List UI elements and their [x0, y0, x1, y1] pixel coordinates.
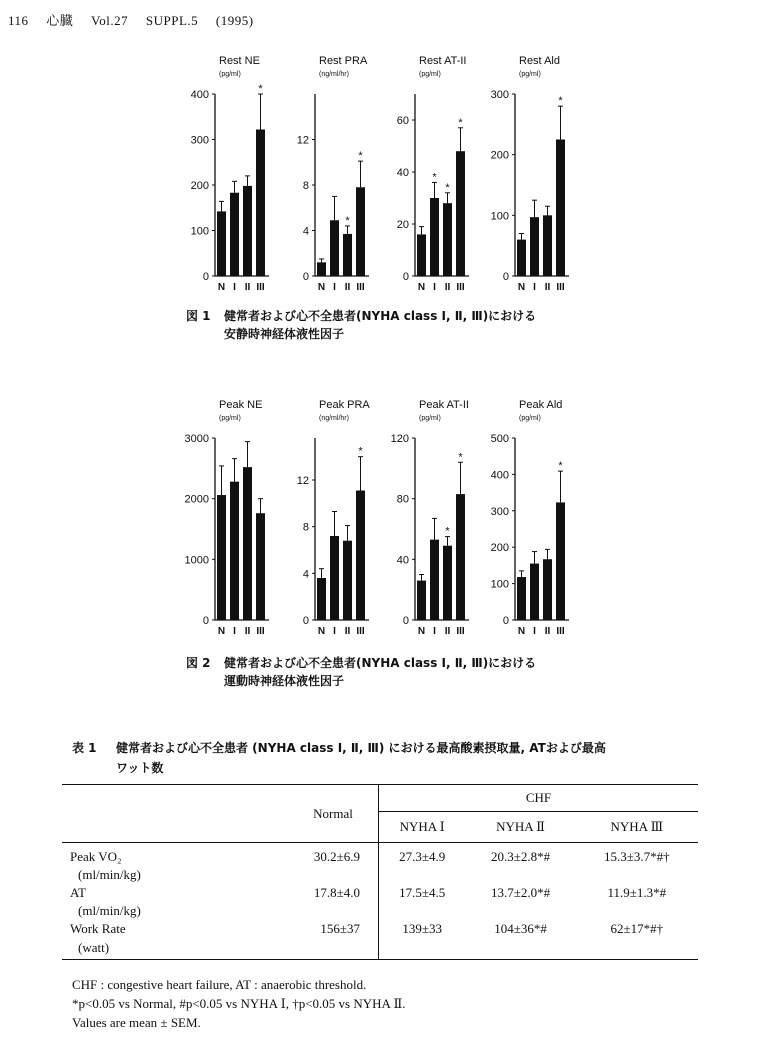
journal-suppl: SUPPL.5 [145, 13, 199, 28]
y-tick-label: 100 [490, 210, 509, 223]
y-tick-label: 4 [302, 568, 309, 581]
row-unit: (ml/min/kg) [78, 867, 141, 882]
row-unit: (watt) [78, 940, 110, 955]
y-tick-label: 0 [502, 615, 509, 627]
bar [256, 129, 265, 276]
chart-unit: (pg/ml) [519, 415, 541, 422]
significance-marker: * [258, 83, 263, 95]
note-abbrev: CHF : congestive heart failure, AT : anaerobic threshold. [72, 977, 367, 992]
x-tick-label: III [456, 282, 465, 293]
chart-rest-at2 [383, 52, 473, 302]
bar [243, 467, 252, 620]
table1-caption-line1: 健常者および心不全患者 (NYHA class Ⅰ, Ⅱ, Ⅲ) における最高酸素摂取量, ATおよび最高 [116, 741, 606, 755]
figure1-number: 図 1 [186, 309, 211, 323]
cell-nyha3: 15.3±3.7*#† [604, 849, 670, 864]
chart-unit: (pg/ml) [219, 71, 241, 78]
x-tick-label: II [544, 282, 551, 293]
bar [330, 536, 339, 620]
significance-marker: * [558, 460, 563, 473]
cell-spacer [288, 901, 379, 921]
cell-normal: 156±37 [288, 921, 379, 937]
row-label: Peak VO₂ [70, 849, 122, 864]
cell-nyha1: 27.3±4.9 [399, 849, 446, 864]
x-tick-label: III [556, 282, 565, 293]
bar [417, 581, 426, 620]
y-tick-label: 400 [490, 469, 509, 482]
x-tick-label: I [233, 282, 236, 293]
significance-marker: * [358, 445, 363, 458]
y-tick-label: 2000 [184, 493, 209, 506]
chart-title: Rest Ald [519, 55, 560, 67]
bar [230, 193, 239, 276]
results-table [62, 784, 698, 960]
bar [343, 541, 352, 620]
cell-nyha1: 139±33 [402, 921, 443, 936]
row-unit: (ml/min/kg) [78, 903, 141, 918]
x-tick-label: III [456, 626, 465, 637]
x-tick-label: N [517, 282, 526, 293]
bar [456, 494, 465, 620]
chart-unit: (ng/ml/hr) [319, 71, 349, 78]
chart-unit: (ng/ml/hr) [319, 415, 349, 422]
figure2-caption-line1: 健常者および心不全患者(NYHA class Ⅰ, Ⅱ, Ⅲ)における [224, 656, 537, 670]
figure1-caption-line1: 健常者および心不全患者(NYHA class Ⅰ, Ⅱ, Ⅲ)における [224, 309, 537, 323]
y-tick-label: 3000 [184, 433, 209, 445]
note-values: Values are mean ± SEM. [72, 1015, 201, 1030]
chart-title: Rest NE [219, 55, 260, 67]
bar [556, 140, 565, 277]
bar [256, 513, 265, 620]
y-tick-label: 200 [490, 542, 509, 555]
cell-normal: 30.2±6.9 [288, 843, 379, 866]
chart-title: Rest PRA [319, 55, 368, 67]
table1-caption [72, 738, 712, 778]
significance-marker: * [432, 171, 437, 184]
bar [456, 151, 465, 276]
chart-title: Peak AT-II [419, 399, 469, 411]
x-tick-label: N [417, 282, 426, 293]
y-tick-label: 40 [396, 167, 409, 179]
chart-peak-pra [283, 396, 373, 646]
x-tick-label: N [417, 626, 426, 637]
cell-spacer [288, 937, 379, 960]
x-tick-label: III [356, 282, 365, 293]
chart-unit: (pg/ml) [419, 71, 441, 78]
col-header-nyha3: NYHA Ⅲ [610, 819, 664, 834]
chart-peak-ald [483, 396, 573, 646]
col-header-nyha2: NYHA Ⅱ [496, 819, 545, 834]
x-tick-label: I [533, 626, 536, 637]
x-tick-label: N [217, 626, 226, 637]
y-tick-label: 200 [490, 149, 509, 162]
y-tick-label: 40 [396, 554, 409, 567]
cell-spacer [288, 865, 379, 885]
y-tick-label: 4 [302, 225, 309, 238]
bar [443, 203, 452, 276]
x-tick-label: II [344, 626, 351, 637]
table1-number: 表 1 [72, 741, 97, 755]
row-label: AT [70, 885, 86, 900]
x-tick-label: II [244, 282, 251, 293]
col-header-chf: CHF [379, 785, 699, 812]
y-tick-label: 0 [402, 271, 409, 283]
y-tick-label: 0 [202, 615, 209, 627]
bar [217, 211, 226, 276]
bar [517, 577, 526, 620]
y-tick-label: 120 [390, 433, 409, 445]
figure2-caption-line2: 運動時神経体液性因子 [224, 674, 345, 688]
chart-unit: (pg/ml) [419, 415, 441, 422]
y-tick-label: 1000 [184, 554, 209, 567]
significance-marker: * [358, 150, 363, 163]
bar [356, 187, 365, 276]
chart-peak-ne [183, 396, 273, 646]
bar [517, 240, 526, 276]
significance-marker: * [458, 116, 463, 129]
x-tick-label: III [556, 626, 565, 637]
chart-rest-pra [283, 52, 373, 302]
significance-marker: * [445, 181, 450, 194]
y-tick-label: 500 [490, 433, 509, 445]
y-tick-label: 12 [296, 134, 309, 147]
page-number: 116 [8, 13, 29, 28]
journal-name: 心臓 [46, 13, 74, 28]
bar [230, 482, 239, 620]
x-tick-label: III [256, 282, 265, 293]
x-tick-label: II [444, 282, 451, 293]
x-tick-label: III [256, 626, 265, 637]
col-header-nyha1: NYHA Ⅰ [399, 819, 445, 834]
y-tick-label: 200 [190, 180, 209, 192]
y-tick-label: 300 [490, 505, 509, 518]
chart-unit: (pg/ml) [219, 415, 241, 422]
x-tick-label: I [333, 282, 336, 293]
row-label: Work Rate [70, 921, 126, 936]
col-header-normal: Normal [288, 785, 379, 843]
y-tick-label: 300 [490, 89, 509, 101]
x-tick-label: II [244, 626, 251, 637]
y-tick-label: 400 [190, 89, 209, 101]
bar [317, 578, 326, 620]
bar [543, 559, 552, 620]
bar [343, 234, 352, 276]
table-row-unit [62, 901, 698, 921]
journal-volume: Vol.27 [91, 13, 129, 28]
x-tick-label: III [356, 626, 365, 637]
table1-caption-line2: ワット数 [116, 761, 164, 775]
figure1-caption-line2: 安静時神経体液性因子 [224, 327, 345, 341]
y-tick-label: 0 [302, 271, 309, 283]
x-tick-label: I [233, 626, 236, 637]
table-notes [72, 975, 406, 1032]
y-tick-label: 20 [396, 219, 409, 231]
cell-nyha2: 104±36*# [494, 921, 547, 936]
y-tick-label: 12 [296, 475, 309, 487]
x-tick-label: II [444, 626, 451, 637]
y-tick-label: 100 [190, 225, 209, 238]
significance-marker: * [458, 451, 463, 464]
x-tick-label: II [344, 282, 351, 293]
y-tick-label: 300 [190, 134, 209, 147]
table-row [62, 885, 698, 901]
y-tick-label: 100 [490, 578, 509, 591]
table-row [62, 921, 698, 937]
cell-normal: 17.8±4.0 [288, 885, 379, 901]
cell-nyha2: 20.3±2.8*# [490, 849, 551, 864]
chart-rest-ne [183, 52, 273, 302]
bar [430, 540, 439, 620]
cell-nyha3: 62±17*#† [610, 921, 664, 936]
figure1-caption [186, 307, 536, 343]
x-tick-label: II [544, 626, 551, 637]
bar [430, 198, 439, 276]
chart-title: Peak PRA [319, 399, 370, 411]
y-tick-label: 60 [396, 115, 409, 127]
bar [417, 234, 426, 276]
bar [217, 495, 226, 620]
bar [543, 215, 552, 276]
y-tick-label: 80 [396, 493, 409, 506]
bar [356, 491, 365, 621]
y-tick-label: 0 [302, 615, 309, 627]
x-tick-label: I [433, 282, 436, 293]
table-row-unit [62, 937, 698, 960]
y-tick-label: 0 [402, 615, 409, 627]
chart-title: Peak Ald [519, 399, 563, 411]
significance-marker: * [558, 95, 563, 108]
cell-nyha2: 13.7±2.0*# [490, 885, 551, 900]
bar [317, 262, 326, 276]
x-tick-label: N [317, 626, 326, 637]
cell-nyha1: 17.5±4.5 [399, 885, 446, 900]
chart-rest-ald [483, 52, 573, 302]
note-significance: *p<0.05 vs Normal, #p<0.05 vs NYHA Ⅰ, †p<0.05 vs NYHA Ⅱ. [72, 996, 406, 1011]
figure2-number: 図 2 [186, 656, 211, 670]
bar [330, 220, 339, 276]
x-tick-label: N [517, 626, 526, 637]
bar [556, 502, 565, 620]
x-tick-label: I [533, 282, 536, 293]
bar [530, 217, 539, 276]
journal-year: (1995) [215, 13, 254, 28]
table-row-unit [62, 865, 698, 885]
x-tick-label: N [217, 282, 226, 293]
y-tick-label: 8 [302, 180, 309, 192]
x-tick-label: I [333, 626, 336, 637]
chart-unit: (pg/ml) [519, 71, 541, 78]
y-tick-label: 0 [502, 271, 509, 283]
significance-marker: * [445, 525, 450, 538]
y-tick-label: 8 [302, 521, 309, 534]
x-tick-label: N [317, 282, 326, 293]
bar [243, 186, 252, 276]
chart-title: Peak NE [219, 399, 263, 411]
y-tick-label: 0 [202, 271, 209, 283]
page-header [8, 10, 268, 29]
x-tick-label: I [433, 626, 436, 637]
bar [443, 546, 452, 620]
chart-peak-at2 [383, 396, 473, 646]
bar [530, 564, 539, 620]
table-corner [62, 785, 288, 843]
significance-marker: * [345, 214, 350, 227]
chart-title: Rest AT-II [419, 55, 467, 67]
table-row [62, 843, 698, 866]
cell-nyha3: 11.9±1.3*# [607, 885, 667, 900]
figure2-caption [186, 654, 536, 690]
